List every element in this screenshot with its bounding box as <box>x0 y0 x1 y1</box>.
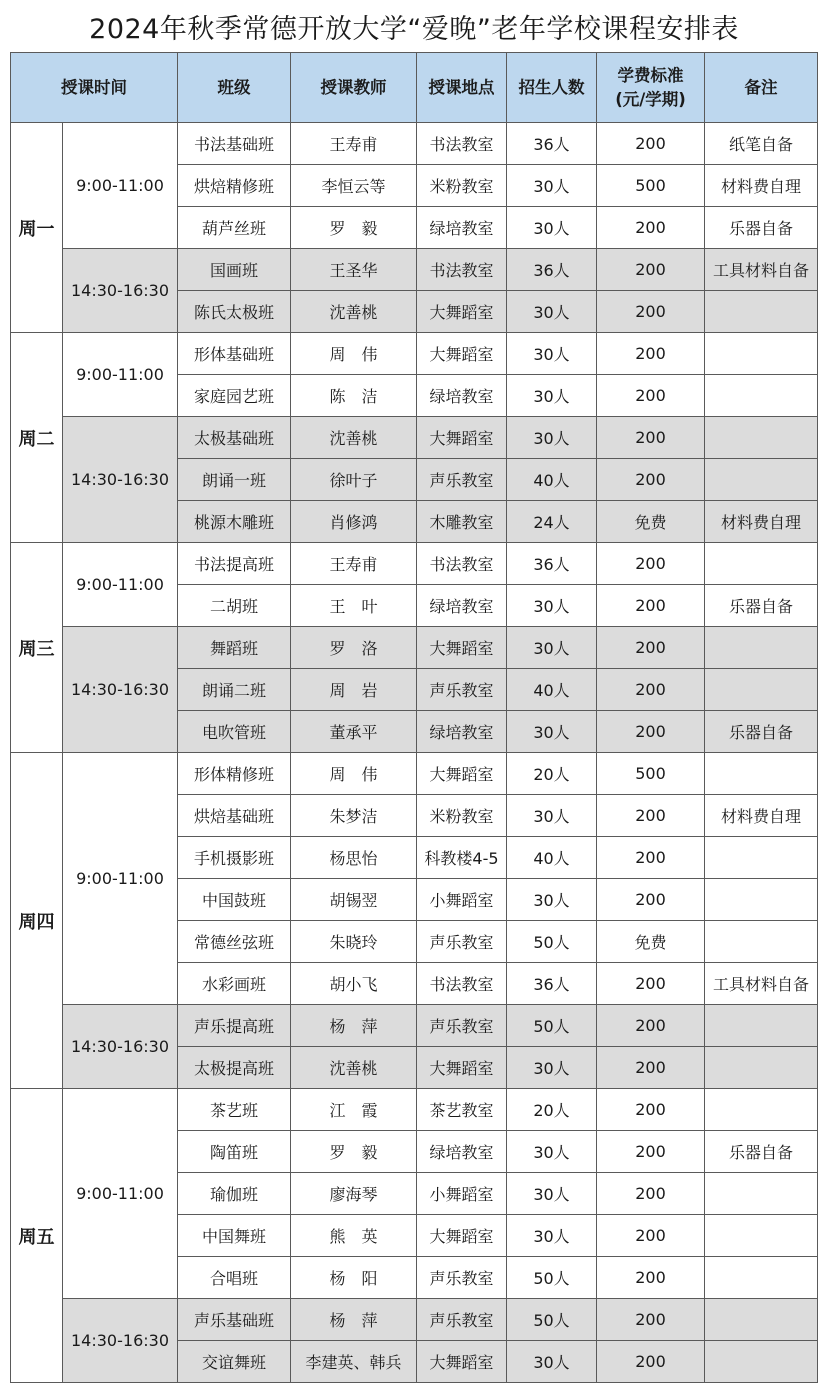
class-cell: 书法基础班 <box>178 123 291 165</box>
enroll-cell: 20人 <box>507 753 597 795</box>
table-row <box>11 123 818 165</box>
fee-cell: 200 <box>597 1215 705 1257</box>
day-cell: 周二 <box>11 333 63 543</box>
header-fee <box>597 53 705 123</box>
location-cell: 书法教室 <box>417 123 507 165</box>
enroll-cell: 50人 <box>507 1257 597 1299</box>
teacher-cell: 肖修鸿 <box>291 501 417 543</box>
notes-cell <box>705 753 818 795</box>
header-row <box>11 53 818 123</box>
fee-cell: 200 <box>597 711 705 753</box>
fee-cell: 500 <box>597 165 705 207</box>
class-cell: 常德丝弦班 <box>178 921 291 963</box>
class-cell: 舞蹈班 <box>178 627 291 669</box>
location-cell: 木雕教室 <box>417 501 507 543</box>
fee-cell: 200 <box>597 1047 705 1089</box>
day-cell: 周五 <box>11 1089 63 1383</box>
header-fee-line2: (元/学期) <box>615 89 686 109</box>
teacher-cell: 王圣华 <box>291 249 417 291</box>
table-row <box>11 333 818 375</box>
notes-cell: 乐器自备 <box>705 1131 818 1173</box>
fee-cell: 200 <box>597 417 705 459</box>
teacher-cell: 王寿甫 <box>291 543 417 585</box>
teacher-cell: 朱梦洁 <box>291 795 417 837</box>
class-cell: 二胡班 <box>178 585 291 627</box>
table-row <box>11 417 818 459</box>
teacher-cell: 沈善桃 <box>291 1047 417 1089</box>
time-cell: 9:00-11:00 <box>63 1089 178 1299</box>
time-cell: 9:00-11:00 <box>63 123 178 249</box>
class-cell: 中国鼓班 <box>178 879 291 921</box>
enroll-cell: 30人 <box>507 1131 597 1173</box>
page-title: 2024年秋季常德开放大学“爱晚”老年学校课程安排表 <box>89 13 739 45</box>
teacher-cell: 廖海琴 <box>291 1173 417 1215</box>
enroll-cell: 40人 <box>507 459 597 501</box>
fee-cell: 200 <box>597 1005 705 1047</box>
class-cell: 朗诵一班 <box>178 459 291 501</box>
notes-cell <box>705 333 818 375</box>
fee-cell: 200 <box>597 291 705 333</box>
header-enroll: 招生人数 <box>507 53 597 123</box>
schedule-body <box>11 123 818 1383</box>
notes-cell <box>705 291 818 333</box>
fee-cell: 200 <box>597 249 705 291</box>
class-cell: 瑜伽班 <box>178 1173 291 1215</box>
enroll-cell: 50人 <box>507 921 597 963</box>
fee-cell: 200 <box>597 795 705 837</box>
location-cell: 声乐教室 <box>417 1299 507 1341</box>
class-cell: 朗诵二班 <box>178 669 291 711</box>
fee-cell: 200 <box>597 585 705 627</box>
time-cell: 9:00-11:00 <box>63 333 178 417</box>
enroll-cell: 36人 <box>507 249 597 291</box>
location-cell: 绿培教室 <box>417 375 507 417</box>
location-cell: 大舞蹈室 <box>417 1341 507 1383</box>
fee-cell: 200 <box>597 375 705 417</box>
class-cell: 烘焙基础班 <box>178 795 291 837</box>
location-cell: 绿培教室 <box>417 207 507 249</box>
class-cell: 水彩画班 <box>178 963 291 1005</box>
enroll-cell: 50人 <box>507 1005 597 1047</box>
teacher-cell: 罗 毅 <box>291 1131 417 1173</box>
enroll-cell: 30人 <box>507 1215 597 1257</box>
time-cell: 14:30-16:30 <box>63 417 178 543</box>
teacher-cell: 陈 洁 <box>291 375 417 417</box>
time-cell: 9:00-11:00 <box>63 543 178 627</box>
notes-cell: 乐器自备 <box>705 207 818 249</box>
location-cell: 大舞蹈室 <box>417 1215 507 1257</box>
teacher-cell: 胡锡翌 <box>291 879 417 921</box>
location-cell: 声乐教室 <box>417 1257 507 1299</box>
notes-cell <box>705 375 818 417</box>
class-cell: 茶艺班 <box>178 1089 291 1131</box>
notes-cell <box>705 543 818 585</box>
fee-cell: 200 <box>597 1173 705 1215</box>
location-cell: 声乐教室 <box>417 1005 507 1047</box>
fee-cell: 500 <box>597 753 705 795</box>
day-cell: 周四 <box>11 753 63 1089</box>
teacher-cell: 周 岩 <box>291 669 417 711</box>
notes-cell: 乐器自备 <box>705 585 818 627</box>
enroll-cell: 36人 <box>507 543 597 585</box>
header-class: 班级 <box>178 53 291 123</box>
location-cell: 声乐教室 <box>417 921 507 963</box>
class-cell: 交谊舞班 <box>178 1341 291 1383</box>
teacher-cell: 胡小飞 <box>291 963 417 1005</box>
fee-cell: 200 <box>597 123 705 165</box>
header-location: 授课地点 <box>417 53 507 123</box>
enroll-cell: 30人 <box>507 879 597 921</box>
fee-cell: 免费 <box>597 921 705 963</box>
table-row <box>11 1299 818 1341</box>
notes-cell <box>705 879 818 921</box>
location-cell: 大舞蹈室 <box>417 627 507 669</box>
enroll-cell: 30人 <box>507 165 597 207</box>
location-cell: 声乐教室 <box>417 459 507 501</box>
notes-cell <box>705 837 818 879</box>
enroll-cell: 30人 <box>507 417 597 459</box>
enroll-cell: 30人 <box>507 585 597 627</box>
fee-cell: 200 <box>597 1131 705 1173</box>
location-cell: 大舞蹈室 <box>417 417 507 459</box>
fee-cell: 200 <box>597 879 705 921</box>
teacher-cell: 周 伟 <box>291 333 417 375</box>
teacher-cell: 董承平 <box>291 711 417 753</box>
notes-cell <box>705 459 818 501</box>
location-cell: 绿培教室 <box>417 585 507 627</box>
fee-cell: 200 <box>597 669 705 711</box>
enroll-cell: 30人 <box>507 1047 597 1089</box>
location-cell: 米粉教室 <box>417 795 507 837</box>
enroll-cell: 30人 <box>507 333 597 375</box>
time-cell: 14:30-16:30 <box>63 1299 178 1383</box>
location-cell: 茶艺教室 <box>417 1089 507 1131</box>
location-cell: 书法教室 <box>417 543 507 585</box>
class-cell: 声乐提高班 <box>178 1005 291 1047</box>
class-cell: 烘焙精修班 <box>178 165 291 207</box>
location-cell: 米粉教室 <box>417 165 507 207</box>
notes-cell <box>705 1047 818 1089</box>
notes-cell <box>705 1341 818 1383</box>
fee-cell: 200 <box>597 207 705 249</box>
location-cell: 大舞蹈室 <box>417 291 507 333</box>
fee-cell: 200 <box>597 1257 705 1299</box>
day-cell: 周一 <box>11 123 63 333</box>
class-cell: 手机摄影班 <box>178 837 291 879</box>
table-row <box>11 543 818 585</box>
course-schedule-table <box>10 52 818 1383</box>
notes-cell <box>705 1299 818 1341</box>
teacher-cell: 罗 毅 <box>291 207 417 249</box>
location-cell: 小舞蹈室 <box>417 1173 507 1215</box>
class-cell: 桃源木雕班 <box>178 501 291 543</box>
notes-cell <box>705 627 818 669</box>
teacher-cell: 沈善桃 <box>291 291 417 333</box>
teacher-cell: 沈善桃 <box>291 417 417 459</box>
table-row <box>11 1089 818 1131</box>
time-cell: 9:00-11:00 <box>63 753 178 1005</box>
location-cell: 大舞蹈室 <box>417 333 507 375</box>
class-cell: 葫芦丝班 <box>178 207 291 249</box>
class-cell: 陈氏太极班 <box>178 291 291 333</box>
class-cell: 太极基础班 <box>178 417 291 459</box>
header-fee-line1: 学费标准 <box>617 65 684 85</box>
enroll-cell: 30人 <box>507 627 597 669</box>
class-cell: 中国舞班 <box>178 1215 291 1257</box>
class-cell: 声乐基础班 <box>178 1299 291 1341</box>
teacher-cell: 杨思怡 <box>291 837 417 879</box>
notes-cell: 材料费自理 <box>705 795 818 837</box>
header-time: 授课时间 <box>11 53 178 123</box>
table-row <box>11 753 818 795</box>
teacher-cell: 王寿甫 <box>291 123 417 165</box>
location-cell: 大舞蹈室 <box>417 753 507 795</box>
enroll-cell: 30人 <box>507 1173 597 1215</box>
header-notes: 备注 <box>705 53 818 123</box>
class-cell: 形体精修班 <box>178 753 291 795</box>
location-cell: 绿培教室 <box>417 1131 507 1173</box>
fee-cell: 200 <box>597 1341 705 1383</box>
class-cell: 家庭园艺班 <box>178 375 291 417</box>
enroll-cell: 24人 <box>507 501 597 543</box>
notes-cell <box>705 417 818 459</box>
teacher-cell: 罗 洛 <box>291 627 417 669</box>
class-cell: 太极提高班 <box>178 1047 291 1089</box>
class-cell: 陶笛班 <box>178 1131 291 1173</box>
day-cell: 周三 <box>11 543 63 753</box>
enroll-cell: 40人 <box>507 837 597 879</box>
class-cell: 书法提高班 <box>178 543 291 585</box>
teacher-cell: 徐叶子 <box>291 459 417 501</box>
teacher-cell: 熊 英 <box>291 1215 417 1257</box>
teacher-cell: 李建英、韩兵 <box>291 1341 417 1383</box>
teacher-cell: 杨 阳 <box>291 1257 417 1299</box>
enroll-cell: 36人 <box>507 963 597 1005</box>
fee-cell: 200 <box>597 543 705 585</box>
teacher-cell: 王 叶 <box>291 585 417 627</box>
class-cell: 合唱班 <box>178 1257 291 1299</box>
teacher-cell: 周 伟 <box>291 753 417 795</box>
header-teacher: 授课教师 <box>291 53 417 123</box>
notes-cell <box>705 1005 818 1047</box>
fee-cell: 200 <box>597 627 705 669</box>
time-cell: 14:30-16:30 <box>63 249 178 333</box>
notes-cell: 乐器自备 <box>705 711 818 753</box>
table-row <box>11 249 818 291</box>
fee-cell: 200 <box>597 837 705 879</box>
class-cell: 国画班 <box>178 249 291 291</box>
table-row <box>11 627 818 669</box>
teacher-cell: 朱晓玲 <box>291 921 417 963</box>
enroll-cell: 30人 <box>507 1341 597 1383</box>
notes-cell <box>705 1089 818 1131</box>
teacher-cell: 李恒云等 <box>291 165 417 207</box>
notes-cell: 工具材料自备 <box>705 249 818 291</box>
table-row <box>11 1005 818 1047</box>
enroll-cell: 30人 <box>507 795 597 837</box>
location-cell: 书法教室 <box>417 963 507 1005</box>
notes-cell: 材料费自理 <box>705 501 818 543</box>
location-cell: 小舞蹈室 <box>417 879 507 921</box>
enroll-cell: 30人 <box>507 291 597 333</box>
teacher-cell: 杨 萍 <box>291 1299 417 1341</box>
enroll-cell: 30人 <box>507 207 597 249</box>
teacher-cell: 江 霞 <box>291 1089 417 1131</box>
fee-cell: 200 <box>597 963 705 1005</box>
time-cell: 14:30-16:30 <box>63 1005 178 1089</box>
notes-cell <box>705 921 818 963</box>
notes-cell <box>705 1173 818 1215</box>
location-cell: 大舞蹈室 <box>417 1047 507 1089</box>
fee-cell: 200 <box>597 333 705 375</box>
location-cell: 声乐教室 <box>417 669 507 711</box>
notes-cell <box>705 1257 818 1299</box>
notes-cell <box>705 669 818 711</box>
enroll-cell: 20人 <box>507 1089 597 1131</box>
time-cell: 14:30-16:30 <box>63 627 178 753</box>
notes-cell: 纸笔自备 <box>705 123 818 165</box>
class-cell: 电吹管班 <box>178 711 291 753</box>
notes-cell <box>705 1215 818 1257</box>
location-cell: 科教楼4-5 <box>417 837 507 879</box>
enroll-cell: 30人 <box>507 375 597 417</box>
enroll-cell: 30人 <box>507 711 597 753</box>
location-cell: 书法教室 <box>417 249 507 291</box>
fee-cell: 200 <box>597 1299 705 1341</box>
fee-cell: 200 <box>597 459 705 501</box>
enroll-cell: 50人 <box>507 1299 597 1341</box>
fee-cell: 200 <box>597 1089 705 1131</box>
notes-cell: 工具材料自备 <box>705 963 818 1005</box>
enroll-cell: 36人 <box>507 123 597 165</box>
teacher-cell: 杨 萍 <box>291 1005 417 1047</box>
class-cell: 形体基础班 <box>178 333 291 375</box>
location-cell: 绿培教室 <box>417 711 507 753</box>
notes-cell: 材料费自理 <box>705 165 818 207</box>
enroll-cell: 40人 <box>507 669 597 711</box>
fee-cell: 免费 <box>597 501 705 543</box>
